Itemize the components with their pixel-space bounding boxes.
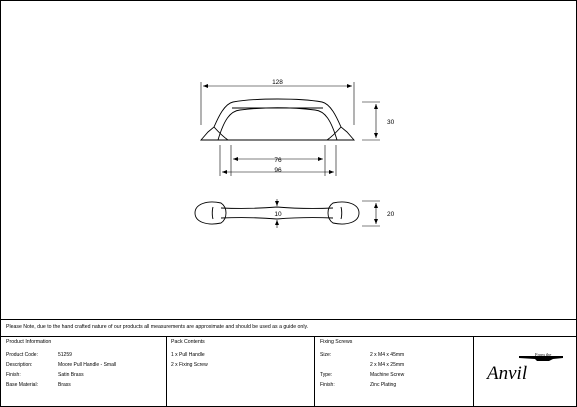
screw-finish-label: Finish: [320,382,335,388]
pack-contents-title: Pack Contents [171,339,205,345]
dimension-inner-width-label: 76 [274,157,282,164]
fixing-screws-title: Fixing Screws [320,339,353,345]
column-divider-1 [166,337,167,407]
logo-tagline: From the [535,352,552,357]
dimension-height-label: 30 [387,119,395,126]
product-info-title: Product Information [6,339,52,345]
column-divider-3 [473,337,474,407]
logo-wordmark: Anvil [487,363,528,384]
description-label: Description: [6,362,33,368]
screw-size-value: 2 x M4 x 45mm [370,352,405,358]
measurement-note: Please Note, due to the hand crafted nature of our products all measurements are approximate and should be used as a guide only. [6,324,309,330]
base-material-label: Base Material: [6,382,38,388]
finish-label: Finish: [6,372,21,378]
base-material-value: Brass [58,382,71,388]
product-code-value: 51259 [58,352,72,358]
dimension-foot-width-label: 20 [387,211,395,218]
dimension-length-label: 128 [272,79,283,86]
dimension-lines [201,82,380,228]
screw-type-label: Type: [320,372,333,378]
from-the-anvil-logo [483,350,573,390]
handle-side-view [201,99,354,140]
screw-finish-value: Zinc Plating [370,382,397,388]
description-value: Moore Pull Handle - Small [58,362,117,368]
dimension-bar-thickness-label: 10 [274,211,282,218]
column-divider-2 [314,337,315,407]
product-code-label: Product Code: [6,352,38,358]
pack-item: 1 x Pull Handle [171,352,205,358]
screw-size-label: Size: [320,352,332,358]
screw-type-value: Machine Screw [370,372,405,378]
screw-size-value: 2 x M4 x 25mm [370,362,405,368]
finish-value: Satin Brass [58,372,84,378]
note-top-rule [0,319,577,320]
dimension-centres-label: 96 [274,167,282,174]
table-top-rule [0,336,577,337]
pack-item: 2 x Fixing Screw [171,362,208,368]
